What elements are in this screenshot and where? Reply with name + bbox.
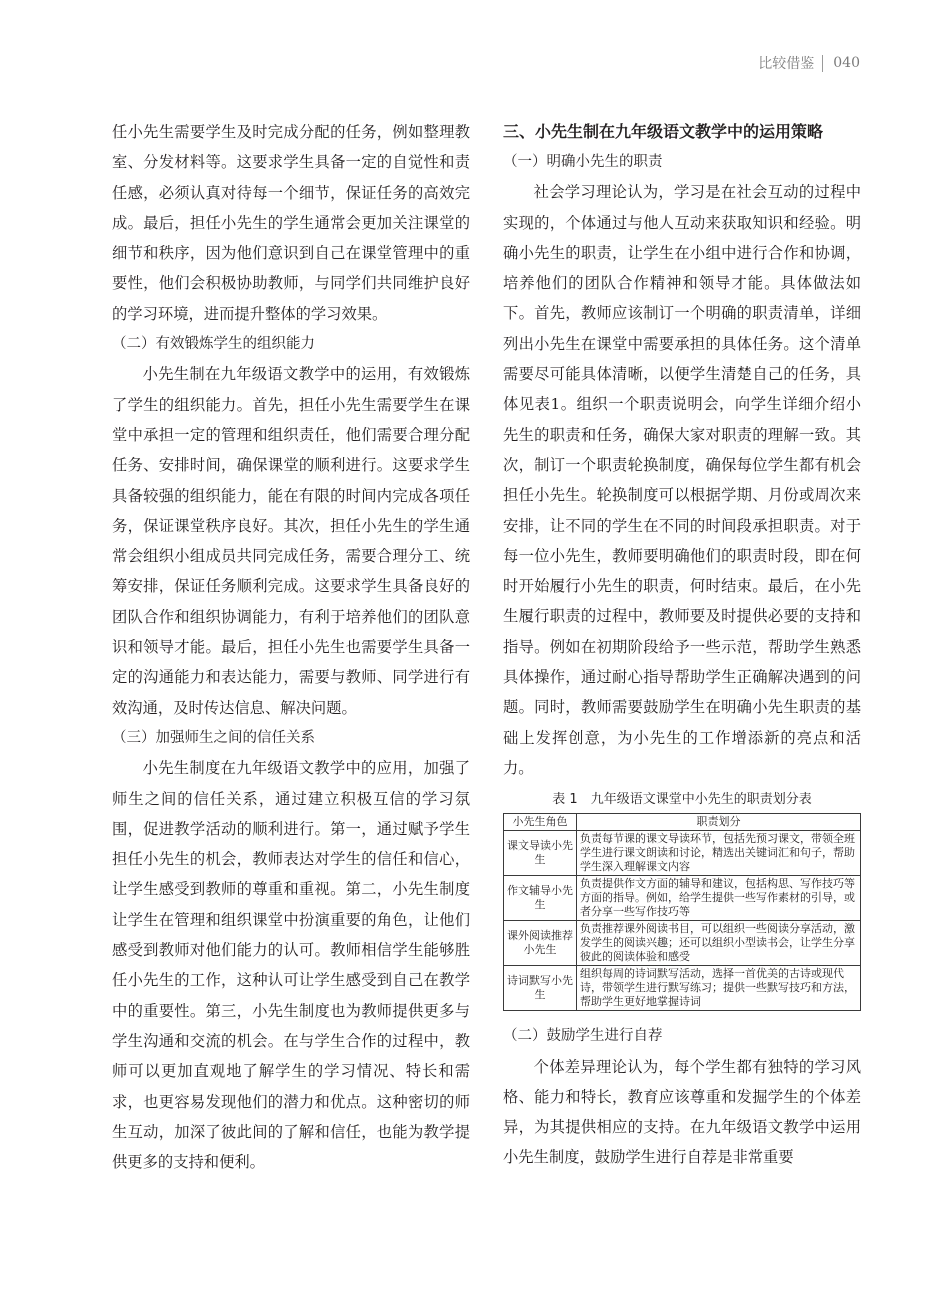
- section-title: 比较借鉴: [758, 56, 815, 72]
- table-cell-role: 作文辅导小先生: [504, 876, 577, 921]
- table-cell-duty: 负责提供作文方面的辅导和建议，包括构思、写作技巧等方面的指导。例如，给学生提供一些写作素材的引导，或者分享一些写作技巧等: [577, 876, 861, 921]
- table-cell-duty: 负责推荐课外阅读书目，可以组织一些阅读分享活动，激发学生的阅读兴趣；还可以组织小型读书会，让学生分享彼此的阅读体验和感受: [577, 921, 861, 966]
- subheading-self-recommend: （二）鼓励学生进行自荐: [503, 1028, 663, 1045]
- table-row: [504, 966, 861, 1011]
- section-heading: 三、小先生制在九年级语文教学中的运用策略: [503, 122, 824, 141]
- table-cell-role: 课文导读小先生: [504, 831, 577, 876]
- table-cell-role: 课外阅读推荐小先生: [504, 921, 577, 966]
- table-caption: 表 1 九年级语文课堂中小先生的职责划分表: [552, 792, 812, 808]
- table-row: [504, 876, 861, 921]
- paragraph-self-recommend: 个体差异理论认为，每个学生都有独特的学习风格、能力和特长，教育应该尊重和发掘学生的个体差异，为其提供相应的支持。在九年级语文教学中运用小先生制度，鼓励学生进行自荐是非常重要: [503, 1057, 861, 1167]
- page-header: [758, 53, 860, 73]
- subheading-trust: （三）加强师生之间的信任关系: [112, 729, 315, 746]
- paragraph-trust: 小先生制度在九年级语文教学中的应用，加强了师生之间的信任关系，通过建立积极互信的学习氛围，促进教学活动的顺利进行。第一，通过赋予学生担任小先生的机会，教师表达对学生的信任和信心，让学生感受到教师的尊重和重视。第二，小先生制度让学生在管理和组织课堂中扮演重要的角色，让他们感受到教师对他们能力的认可。教师相信学生能够胜任小先生的工作，这种认可让学生感受到自己在教学中的重要性。第三，小先生制度也为教师提供更多与学生沟通和交流的机会。在与学生合作的过程中，教师可以更加直观地了解学生的学习情况、特长和需求，也更容易发现他们的潜力和优点。这种密切的师生互动，加深了彼此间的了解和信任，也能为教学提供更多的支持和便利。: [112, 759, 470, 1172]
- subheading-organization: （二）有效锻炼学生的组织能力: [112, 336, 315, 353]
- paragraph-continued: 任小先生需要学生及时完成分配的任务，例如整理教室、分发材料等。这要求学生具备一定的自觉性和责任感，必须认真对待每一个细节，保证任务的高效完成。最后，担任小先生的学生通常会更加关注课堂的细节和秩序，因为他们意识到自己在课堂管理中的重要性，他们会积极协助教师，与同学们共同维护良好的学习环境，进而提升整体的学习效果。: [112, 123, 470, 323]
- paragraph-duties: 社会学习理论认为，学习是在社会互动的过程中实现的，个体通过与他人互动来获取知识和经验。明确小先生的职责，让学生在小组中进行合作和协调，培养他们的团队合作精神和领导才能。具体做法如下。首先，教师应该制订一个明确的职责清单，详细列出小先生在课堂中需要承担的具体任务。这个清单需要尽可能具体清晰，以便学生清楚自己的任务，具体见表1。组织一个职责说明会，向学生详细介绍小先生的职责和任务，确保大家对职责的理解一致。其次，制订一个职责轮换制度，确保每位学生都有机会担任小先生。轮换制度可以根据学期、月份或周次来安排，让不同的学生在不同的时间段承担职责。对于每一位小先生，教师要明确他们的职责时段，即在何时开始履行小先生的职责，何时结束。最后，在小先生履行职责的过程中，教师要及时提供必要的支持和指导。例如在初期阶段给予一些示范，帮助学生熟悉具体操作，通过耐心指导帮助学生正确解决遇到的问题。同时，教师需要鼓励学生在明确小先生职责的基础上发挥创意，为小先生的工作增添新的亮点和活力。: [503, 183, 861, 777]
- table-cell-duty: 组织每周的诗词默写活动，选择一首优美的古诗或现代诗，带领学生进行默写练习；提供一些默写技巧和方法，帮助学生更好地掌握诗词: [577, 966, 861, 1011]
- table-cell-role: 诗词默写小先生: [504, 966, 577, 1011]
- column-header-role: 小先生角色: [504, 814, 577, 831]
- table-row: [504, 921, 861, 966]
- table-header-row: [504, 814, 861, 831]
- right-column: [503, 117, 861, 1173]
- column-header-duty: 职责划分: [577, 814, 861, 831]
- left-column: [112, 117, 470, 1177]
- duty-table: [503, 813, 861, 1011]
- table-cell-duty: 负责每节课的课文导读环节，包括先预习课文，带领全班学生进行课文朗读和讨论，精选出关键词汇和句子，帮助学生深入理解课文内容: [577, 831, 861, 876]
- table-row: [504, 831, 861, 876]
- paragraph-organization: 小先生制在九年级语文教学中的运用，有效锻炼了学生的组织能力。首先，担任小先生需要学生在课堂中承担一定的管理和组织责任，他们需要合理分配任务、安排时间，确保课堂的顺利进行。这要求学生具备较强的组织能力，能在有限的时间内完成各项任务，保证课堂秩序良好。其次，担任小先生的学生通常会组织小组成员共同完成任务，需要合理分工、统筹安排，保证任务顺利完成。这要求学生具备良好的团队合作和组织协调能力，有利于培养他们的团队意识和领导才能。最后，担任小先生也需要学生具备一定的沟通能力和表达能力，需要与教师、同学进行有效沟通，及时传达信息、解决问题。: [112, 365, 470, 717]
- page-number: 040: [833, 55, 860, 71]
- header-divider: [822, 55, 823, 72]
- subheading-duties: （一）明确小先生的职责: [503, 154, 663, 170]
